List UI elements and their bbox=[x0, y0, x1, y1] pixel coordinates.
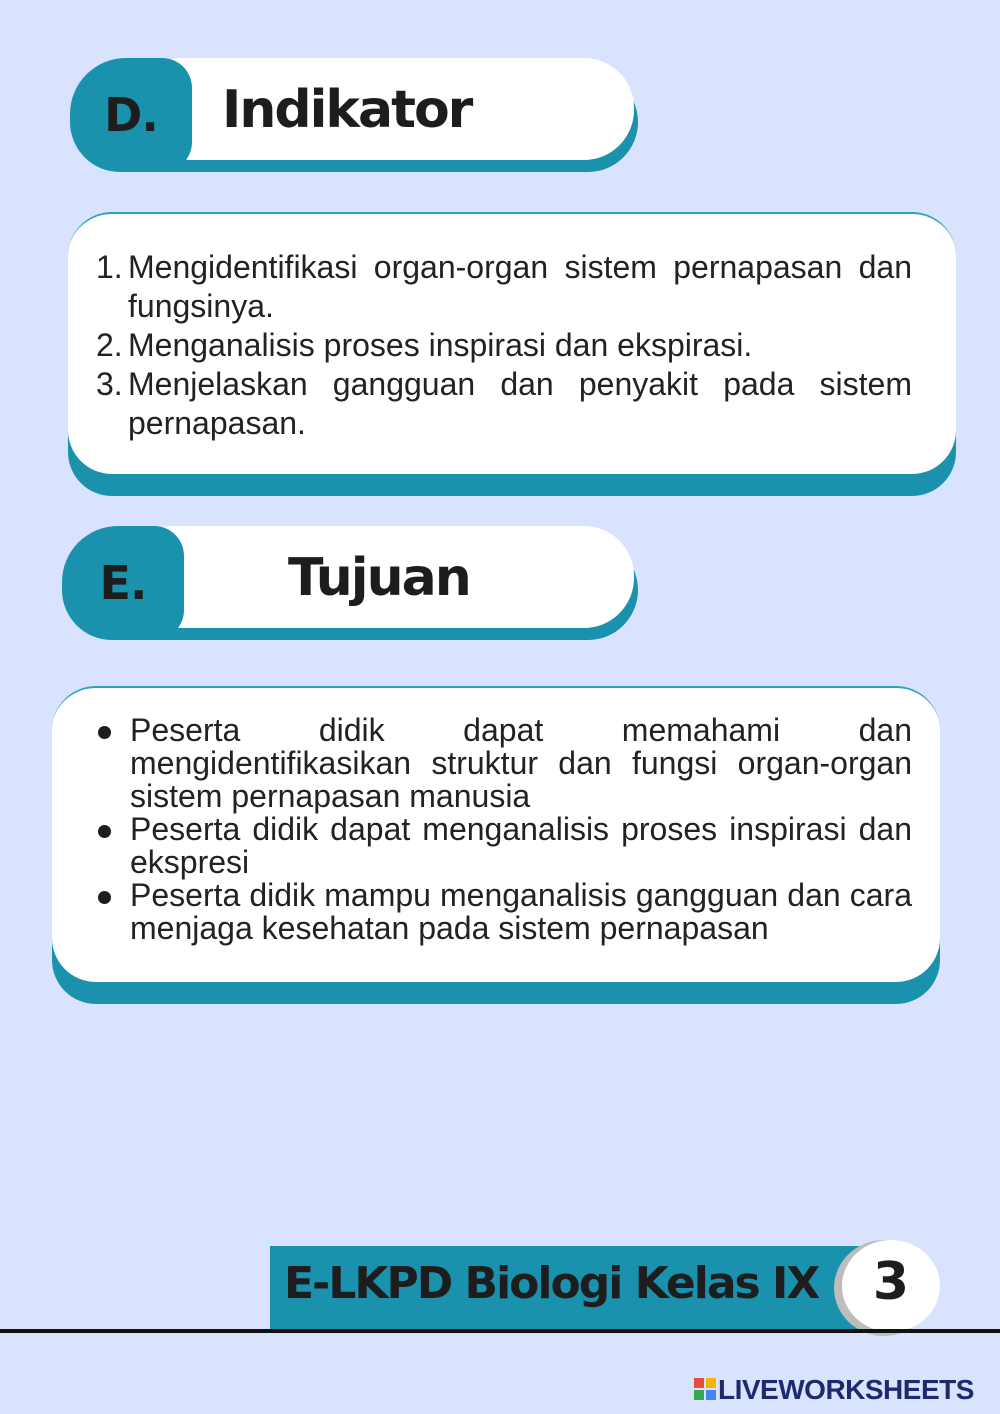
section-letter: E. bbox=[99, 556, 147, 610]
tujuan-header bbox=[62, 526, 638, 640]
item-number: 1. bbox=[96, 249, 123, 285]
bullet-icon bbox=[98, 726, 111, 739]
section-letter: D. bbox=[104, 88, 158, 142]
item-text: Mengidentifikasi organ-organ sistem pernapasan dan fungsinya. bbox=[128, 249, 912, 324]
section-title: Indikator bbox=[222, 80, 472, 140]
tujuan-list bbox=[96, 714, 912, 945]
indikator-list bbox=[96, 248, 912, 443]
liveworksheets-logo-icon bbox=[694, 1378, 716, 1400]
watermark-text[interactable]: LIVEWORKSHEETS bbox=[718, 1374, 974, 1405]
footer-divider bbox=[0, 1329, 1000, 1333]
item-text: Peserta didik dapat menganalisis proses inspirasi dan ekspresi bbox=[130, 811, 912, 880]
item-number: 3. bbox=[96, 366, 123, 402]
page-number: 3 bbox=[872, 1252, 910, 1312]
bullet-icon bbox=[98, 825, 111, 838]
section-title: Tujuan bbox=[288, 548, 470, 608]
list-item bbox=[96, 248, 912, 326]
footer-label: E-LKPD Biologi Kelas IX bbox=[284, 1258, 819, 1309]
list-item bbox=[96, 813, 912, 879]
indikator-header bbox=[70, 58, 638, 172]
item-text: Menjelaskan gangguan dan penyakit pada sistem pernapasan. bbox=[128, 366, 912, 441]
item-text: Peserta didik dapat memahami dan mengidentifikasikan struktur dan fungsi organ-organ sistem pernapasan manusia bbox=[130, 712, 912, 814]
bullet-icon bbox=[98, 891, 111, 904]
list-item bbox=[96, 879, 912, 945]
list-item bbox=[96, 326, 912, 365]
item-number: 2. bbox=[96, 327, 123, 363]
item-text: Peserta didik mampu menganalisis gangguan dan cara menjaga kesehatan pada sistem pernapasan bbox=[130, 877, 912, 946]
list-item bbox=[96, 365, 912, 443]
list-item bbox=[96, 714, 912, 813]
item-text: Menganalisis proses inspirasi dan ekspirasi. bbox=[128, 327, 753, 363]
